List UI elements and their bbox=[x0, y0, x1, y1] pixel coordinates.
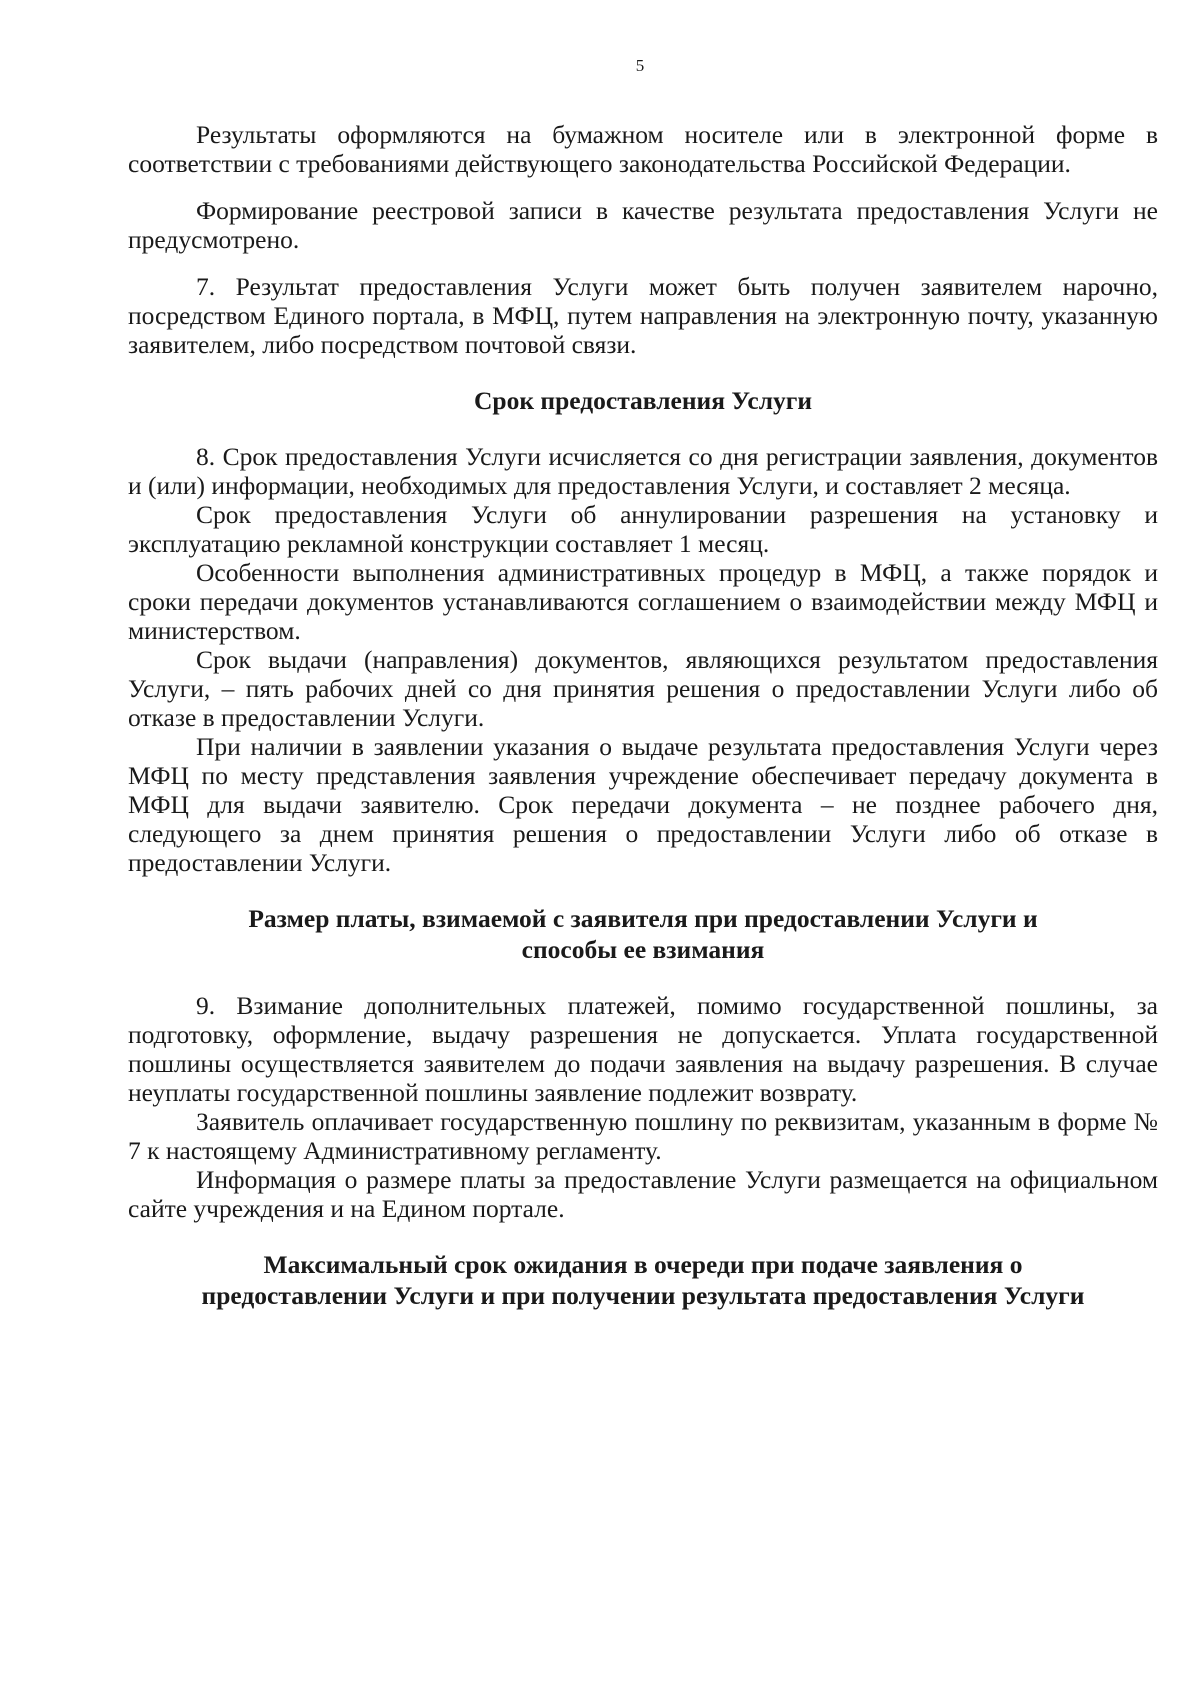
heading-queue-line2: предоставлении Услуги и при получении результата предоставления Услуги bbox=[201, 1281, 1085, 1310]
document-body bbox=[128, 120, 1158, 1311]
heading-fee-line2: способы ее взимания bbox=[521, 935, 765, 964]
paragraph-registry-record: Формирование реестровой записи в качестве результата предоставления Услуги не предусмотрено. bbox=[128, 196, 1158, 254]
page-number: 5 bbox=[635, 56, 645, 75]
paragraph-mfc-procedures: Особенности выполнения административных процедур в МФЦ, а также порядок и сроки передачи документов устанавливаются соглашением о взаимодействии между МФЦ и министерством. bbox=[128, 558, 1158, 645]
heading-fee-line1: Размер платы, взимаемой с заявителя при предоставлении Услуги и bbox=[248, 904, 1038, 933]
paragraph-issue-term: Срок выдачи (направления) документов, являющихся результатом предоставления Услуги, – пять рабочих дней со дня принятия решения о предоставлении Услуги либо об отказе в предоставлении Услуги. bbox=[128, 645, 1158, 732]
paragraph-9-fees: 9. Взимание дополнительных платежей, помимо государственной пошлины, за подготовку, оформление, выдачу разрешения не допускается. Уплата государственной пошлины осуществляется заявителем до подачи заявления на выдачу разрешения. В случае неуплаты государственной пошлины заявление подлежит возврату. bbox=[128, 991, 1158, 1107]
paragraph-term-annulment: Срок предоставления Услуги об аннулировании разрешения на установку и эксплуатацию рекламной конструкции составляет 1 месяц. bbox=[128, 500, 1158, 558]
paragraph-7-result-delivery: 7. Результат предоставления Услуги может быть получен заявителем нарочно, посредством Единого портала, в МФЦ, путем направления на электронную почту, указанную заявителем, либо посредством почтовой связи. bbox=[128, 272, 1158, 359]
paragraph-fee-information: Информация о размере платы за предоставление Услуги размещается на официальном сайте учреждения и на Едином портале. bbox=[128, 1165, 1158, 1223]
paragraph-fee-requisites: Заявитель оплачивает государственную пошлину по реквизитам, указанным в форме № 7 к настоящему Административному регламенту. bbox=[128, 1107, 1158, 1165]
paragraph-8-term: 8. Срок предоставления Услуги исчисляется со дня регистрации заявления, документов и (или) информации, необходимых для предоставления Услуги, и составляет 2 месяца. bbox=[128, 442, 1158, 500]
paragraph-mfc-transfer: При наличии в заявлении указания о выдаче результата предоставления Услуги через МФЦ по месту представления заявления учреждение обеспечивает передачу документа в МФЦ для выдачи заявителю. Срок передачи документа – не позднее рабочего дня, следующего за днем принятия решения о предоставлении Услуги либо об отказе в предоставлении Услуги. bbox=[128, 732, 1158, 877]
heading-queue-line1: Максимальный срок ожидания в очереди при подаче заявления о bbox=[263, 1250, 1023, 1279]
heading-service-term: Срок предоставления Услуги bbox=[473, 386, 813, 415]
paragraph-results-format: Результаты оформляются на бумажном носителе или в электронной форме в соответствии с требованиями действующего законодательства Российской Федерации. bbox=[128, 120, 1158, 178]
